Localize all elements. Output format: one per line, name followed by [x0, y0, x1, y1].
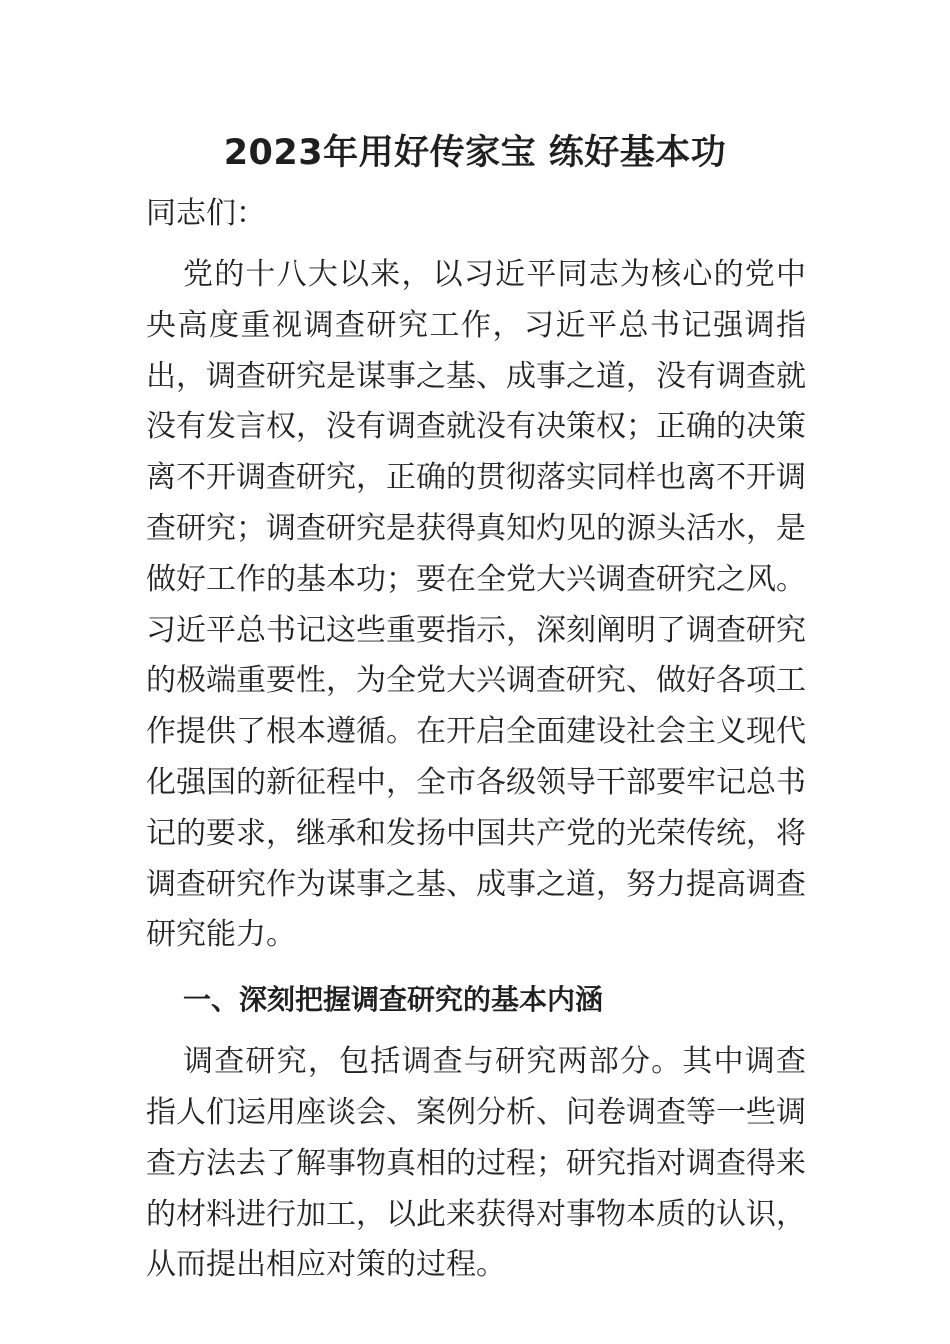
document-title: 2023年用好传家宝 练好基本功	[223, 133, 727, 173]
section-heading: 一、深刻把握调查研究的基本内涵	[183, 983, 604, 1017]
salutation: 同志们：	[146, 196, 266, 231]
section-paragraph: 调查研究，包括调查与研究两部分。其中调查指人们运用座谈会、案例分析、问卷调查等一些调查方法去了解事物真相的过程；研究指对调查得来的材料进行加工，以此来获得对事物本质的认识，从而提出相应对策的过程。	[146, 1044, 806, 1283]
intro-paragraph: 党的十八大以来，以习近平同志为核心的党中央高度重视调查研究工作，习近平总书记强调指出，调查研究是谋事之基、成事之道，没有调查就没有发言权，没有调查就没有决策权；正确的决策离不开调查研究，正确的贯彻落实同样也离不开调查研究；调查研究是获得真知灼见的源头活水，是做好工作的基本功；要在全党大兴调查研究之风。习近平总书记这些重要指示，深刻阐明了调查研究的极端重要性，为全党大兴调查研究、做好各项工作提供了根本遵循。在开启全面建设社会主义现代化强国的新征程中，全市各级领导干部要牢记总书记的要求，继承和发扬中国共产党的光荣传统，将调查研究作为谋事之基、成事之道，努力提高调查研究能力。	[146, 257, 806, 953]
document-body	[146, 188, 806, 1291]
